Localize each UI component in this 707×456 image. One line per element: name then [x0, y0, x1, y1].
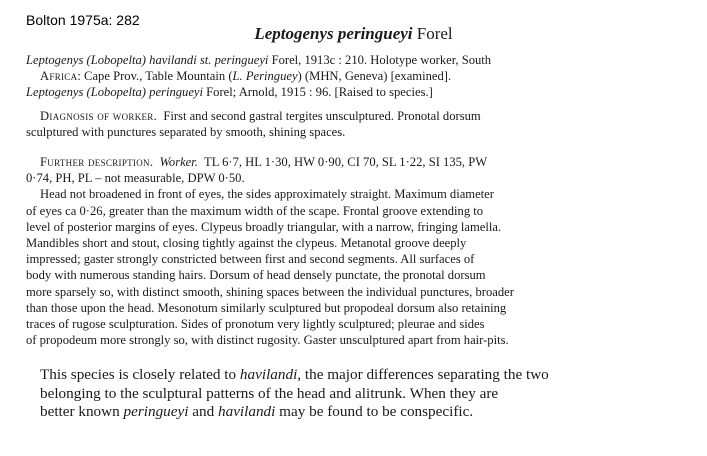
description-line: impressed; gaster strongly constricted between first and second segments. All surfaces of: [26, 252, 475, 267]
remarks-text: , the major differences separating the two: [297, 366, 549, 383]
measurements-text: TL 6·7, HL 1·30, HW 0·90, CI 70, SL 1·22, SI 135, PW: [204, 155, 488, 169]
diagnosis-line: [26, 108, 686, 124]
remarks-line: [40, 403, 690, 422]
citation-text: Forel; Arnold, 1915 : 96. [Raised to species.]: [203, 85, 433, 100]
description-line: level of posterior margins of eyes. Clypeus broadly triangular, with a narrow, fringing lamella.: [26, 219, 502, 234]
synonymy-line: [26, 84, 686, 100]
depository-text: ) (MHN, Geneva) [examined].: [297, 69, 452, 84]
description-heading: Further description.: [40, 155, 154, 169]
diagnosis-heading: Diagnosis of worker.: [40, 109, 158, 123]
remarks-text: and: [188, 403, 218, 420]
source-citation: Bolton 1975a: 282: [26, 12, 140, 28]
diagnosis-text: First and second gastral tergites unsculptured. Pronotal dorsum: [163, 109, 481, 123]
region-name: Africa: [40, 69, 78, 84]
description-line: Mandibles short and stout, closing tightly against the clypeus. Metanotal groove deeply: [26, 236, 467, 251]
citation-text: Forel, 1913c : 210. Holotype worker, South: [268, 53, 492, 67]
genus-name: Leptogenys: [26, 53, 84, 67]
collector-name: L. Peringuey: [232, 69, 298, 84]
species-epithet: havilandi: [218, 403, 276, 420]
description-line: more sparsely so, with distinct smooth, shining spaces between the individual punctures, broader: [26, 284, 514, 299]
description-line: body with numerous standing hairs. Dorsum of head densely punctate, the pronotal dorsum: [26, 268, 486, 283]
species-epithet: peringueyi: [123, 403, 189, 420]
subgenus-name: (Lobopelta): [86, 85, 146, 100]
species-epithet: havilandi: [239, 366, 298, 383]
species-author: Forel: [416, 24, 453, 43]
diagnosis-block: [26, 108, 686, 140]
remarks-text: better known: [40, 403, 124, 420]
caste-label: Worker.: [159, 155, 198, 169]
description-line: traces of rugose sculpturation. Sides of pronotum very lightly sculptured; pleurae and sides: [26, 317, 485, 332]
synonymy-line: [26, 52, 686, 68]
species-epithet: peringueyi: [149, 85, 204, 100]
description-block: [26, 154, 686, 348]
subgenus-name: (Lobopelta): [86, 53, 146, 67]
species-name: Leptogenys peringueyi: [254, 24, 413, 43]
remarks-text: This species is closely related to: [40, 366, 240, 383]
description-line: than those upon the head. Mesonotum similarly sculptured but propodeal dorsum also retaining: [26, 300, 507, 315]
description-line: of eyes ca 0·26, greater than the maximum width of the scape. Frontal groove extending to: [26, 203, 484, 218]
measurement-line: 0·74, PH, PL – not measurable, DPW 0·50.: [26, 171, 245, 186]
genus-name: Leptogenys: [26, 85, 84, 100]
remarks-line: [40, 366, 690, 385]
measurement-line: [26, 154, 686, 170]
description-line: Head not broadened in front of eyes, the sides approximately straight. Maximum diameter: [40, 187, 494, 202]
remarks-line: belonging to the sculptural patterns of the head and alitrunk. When they are: [40, 384, 499, 402]
locality-text: : Cape Prov., Table Mountain (: [77, 69, 233, 84]
synonymy-block: [26, 52, 686, 101]
species-title: [0, 24, 707, 44]
remarks-text: may be found to be conspecific.: [275, 403, 474, 420]
original-combination: havilandi st. peringueyi: [149, 53, 269, 67]
diagnosis-line: sculptured with punctures separated by smooth, shining spaces.: [26, 125, 346, 140]
description-line: of propodeum more strongly so, with distinct rugosity. Gaster unsculptured apart from hair-pits.: [26, 333, 509, 348]
synonymy-line: [26, 68, 686, 84]
remarks-block: [40, 366, 690, 422]
